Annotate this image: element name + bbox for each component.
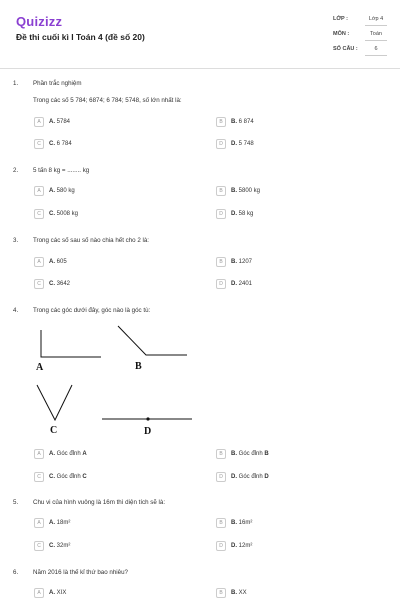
option-letter-box: D — [216, 472, 226, 482]
option-letter-box: B — [216, 588, 226, 598]
angle-d-label: D — [144, 426, 152, 437]
option-letter-box: D — [216, 279, 226, 289]
option-key: C. — [49, 474, 55, 480]
option-key: C. — [49, 543, 55, 549]
option-text: 5800 kg — [238, 188, 261, 194]
option-text: 5 748 — [238, 141, 254, 147]
option-vertex: A — [82, 451, 87, 457]
option-key: C. — [49, 211, 55, 217]
option-text: 580 kg — [56, 188, 75, 194]
option-letter-box: A — [34, 588, 44, 598]
question-number: 3. — [13, 237, 19, 244]
option-text: 605 — [56, 259, 67, 265]
option-b[interactable] — [216, 586, 247, 600]
option-text: 1207 — [238, 259, 253, 265]
option-text: XX — [238, 590, 247, 596]
option-letter-box: D — [216, 139, 226, 149]
option-vertex: C — [82, 474, 87, 480]
option-key: B. — [231, 119, 237, 125]
option-key: D. — [231, 543, 237, 549]
option-letter-box: C — [34, 139, 44, 149]
option-key: B. — [231, 451, 237, 457]
meta-subject-value: Toán — [370, 31, 382, 37]
option-letter-box: A — [34, 186, 44, 196]
option-letter-box: A — [34, 257, 44, 267]
question-text: Năm 2016 là thế kỉ thứ bao nhiêu? — [33, 569, 128, 576]
option-vertex: B — [264, 451, 269, 457]
option-letter-box: C — [34, 472, 44, 482]
option-key: A. — [49, 590, 55, 596]
option-letter-box: C — [34, 279, 44, 289]
meta-class-key: LỚP : — [333, 16, 348, 22]
option-letter-box: D — [216, 541, 226, 551]
option-key: A. — [49, 259, 55, 265]
option-letter-box: B — [216, 449, 226, 459]
option-text: 6 874 — [238, 119, 254, 125]
option-key: C. — [49, 281, 55, 287]
option-text: 5008 kg — [56, 211, 79, 217]
question-number: 6. — [13, 569, 19, 576]
option-c[interactable] — [34, 470, 87, 484]
option-a[interactable] — [34, 516, 70, 530]
option-text: Góc đỉnh — [238, 474, 265, 480]
option-text: 3642 — [56, 281, 71, 287]
option-key: D. — [231, 141, 237, 147]
option-key: A. — [49, 520, 55, 526]
question-number: 1. — [13, 80, 19, 87]
meta-subject-key: MÔN : — [333, 31, 350, 37]
option-c[interactable] — [34, 539, 70, 553]
angle-d-vertex — [146, 417, 149, 420]
option-vertex: D — [264, 474, 269, 480]
angle-b-lines — [118, 326, 187, 355]
option-text: 18m² — [56, 520, 71, 526]
quizizz-logo: Quizizz — [16, 14, 63, 29]
option-text: Góc đỉnh — [56, 451, 83, 457]
meta-class-value: Lớp 4 — [368, 16, 384, 22]
option-key: D. — [231, 474, 237, 480]
option-key: B. — [231, 188, 237, 194]
option-key: B. — [231, 520, 237, 526]
angle-c-label: C — [50, 425, 58, 436]
option-key: D. — [231, 281, 237, 287]
question-text: Trong các số 5 784; 6874; 6 784; 5748, số lớn nhất là: — [33, 97, 182, 104]
option-key: B. — [231, 590, 237, 596]
option-text: Góc đỉnh — [238, 451, 265, 457]
option-letter-box: D — [216, 209, 226, 219]
question-text: Trong các số sau số nào chia hết cho 2 là: — [33, 237, 150, 244]
option-text: 6 784 — [56, 141, 72, 147]
option-letter-box: B — [216, 117, 226, 127]
option-key: C. — [49, 141, 55, 147]
option-key: D. — [231, 211, 237, 217]
option-a[interactable] — [34, 447, 87, 461]
angle-a-lines — [41, 330, 101, 357]
question-number: 2. — [13, 167, 19, 174]
question-heading: Phần trắc nghiệm — [33, 80, 82, 87]
angle-b-label: B — [135, 361, 142, 372]
option-letter-box: B — [216, 518, 226, 528]
meta-count-key: SỐ CÂU : — [333, 46, 358, 52]
meta-count-value: 6 — [374, 46, 378, 52]
option-letter-box: A — [34, 449, 44, 459]
option-text: 16m² — [238, 520, 253, 526]
option-b[interactable] — [216, 516, 252, 530]
question-text: Trong các góc dưới đây, góc nào là góc tù: — [33, 307, 151, 314]
option-d[interactable] — [216, 539, 252, 553]
question-number: 4. — [13, 307, 19, 314]
option-text: Góc đỉnh — [56, 474, 83, 480]
option-text: 5784 — [56, 119, 71, 125]
option-key: A. — [49, 188, 55, 194]
page-title: Đề thi cuối kì I Toán 4 (đề số 20) — [16, 32, 145, 42]
option-text: XIX — [56, 590, 67, 596]
question-number: 5. — [13, 499, 19, 506]
option-letter-box: C — [34, 209, 44, 219]
option-letter-box: B — [216, 257, 226, 267]
option-letter-box: B — [216, 186, 226, 196]
option-text: 58 kg — [238, 211, 254, 217]
option-key: A. — [49, 451, 55, 457]
option-key: A. — [49, 119, 55, 125]
option-d[interactable] — [216, 470, 269, 484]
option-key: B. — [231, 259, 237, 265]
question-text: Chu vi của hình vuông là 16m thì diện tích sẽ là: — [33, 499, 166, 506]
angle-a-label: A — [36, 362, 44, 373]
option-letter-box: A — [34, 518, 44, 528]
option-letter-box: A — [34, 117, 44, 127]
option-a[interactable] — [34, 586, 66, 600]
angle-c-lines — [37, 385, 72, 420]
option-b[interactable] — [216, 447, 269, 461]
option-text: 12m² — [238, 543, 253, 549]
option-letter-box: C — [34, 541, 44, 551]
option-text: 2401 — [238, 281, 253, 287]
option-text: 32m² — [56, 543, 71, 549]
question-text: 5 tấn 8 kg = ........ kg — [33, 167, 90, 174]
